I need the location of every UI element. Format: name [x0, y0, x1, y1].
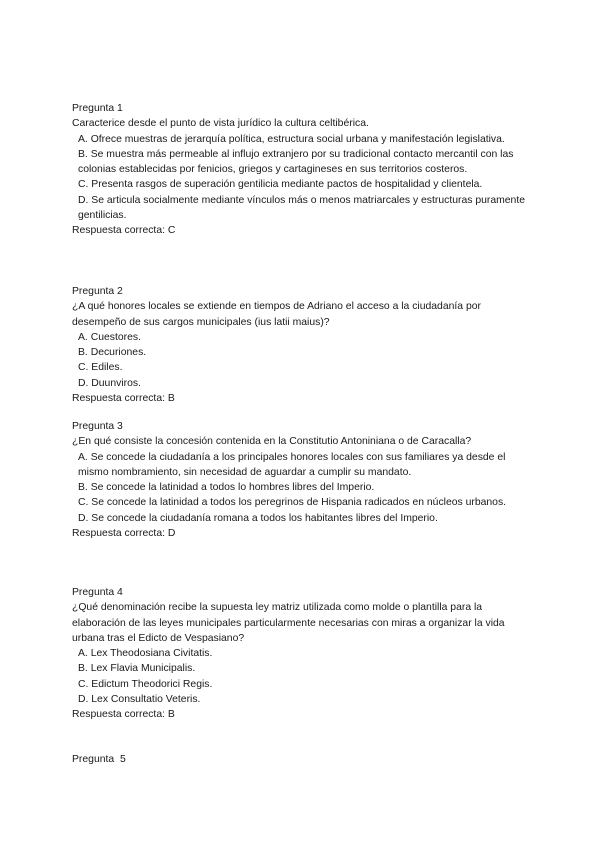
option-d: D. Lex Consultatio Veteris. — [78, 694, 201, 706]
question-5 — [72, 752, 532, 767]
option-d: D. Duunviros. — [78, 377, 141, 389]
option-b: B. Lex Flavia Municipalis. — [78, 663, 196, 675]
question-text: ¿Qué denominación recibe la supuesta ley matriz utilizada como molde o plantilla para la elaboración de las leyes municipales particularmente necesarias con miras a organizar la vida urbana tras el Edicto de Vespasiano? — [72, 602, 505, 644]
question-heading: Pregunta 5 — [72, 754, 126, 765]
option-a: A. Cuestores. — [78, 331, 141, 343]
option-c: C. Presenta rasgos de superación gentilicia mediante pactos de hospitalidad y clientela. — [78, 179, 483, 191]
option-c: C. Se concede la latinidad a todos los peregrinos de Hispania radicados en núcleos urbanos. — [78, 497, 507, 509]
correct-answer: Respuesta correcta: D — [72, 528, 176, 540]
option-d: D. Se concede la ciudadanía romana a todos los habitantes libres del Imperio. — [78, 512, 438, 524]
option-b: B. Se concede la latinidad a todos lo hombres libres del Imperio. — [78, 482, 375, 494]
correct-answer: Respuesta correcta: B — [72, 393, 175, 405]
option-a: A. Lex Theodosiana Civitatis. — [78, 648, 213, 660]
question-text: ¿A qué honores locales se extiende en tiempos de Adriano el acceso a la ciudadanía por desempeño de sus cargos municipales (ius latii maius)? — [72, 301, 481, 328]
question-heading: Pregunta 2 — [72, 286, 123, 297]
option-b: B. Se muestra más permeable al influjo extranjero por su tradicional contacto mercantil con las colonias establecidas por fenicios, griegos y cartagineses en sus territorios costeros. — [78, 148, 514, 176]
option-b: B. Decuriones. — [78, 347, 147, 359]
option-c: C. Edictum Theodorici Regis. — [78, 678, 213, 690]
correct-answer: Respuesta correcta: B — [72, 709, 175, 721]
question-text: Caracterice desde el punto de vista jurídico la cultura celtibérica. — [72, 118, 369, 130]
question-heading: Pregunta 1 — [72, 103, 123, 114]
question-2 — [72, 284, 532, 406]
option-a: A. Ofrece muestras de jerarquía política, estructura social urbana y manifestación legislativa. — [78, 133, 505, 145]
question-1 — [72, 101, 532, 239]
option-d: D. Se articula socialmente mediante vínculos más o menos matriarcales y estructuras puramente gentilicias. — [78, 194, 525, 222]
option-a: A. Se concede la ciudadanía a los principales honores locales con sus familiares ya desde el mismo nombramiento, sin necesidad de aguardar a cumplir su mandato. — [78, 451, 506, 478]
question-4 — [72, 585, 532, 723]
question-heading: Pregunta 4 — [72, 587, 123, 598]
question-3 — [72, 419, 532, 541]
option-c: C. Ediles. — [78, 362, 123, 374]
question-text: ¿En qué consiste la concesión contenida en la Constitutio Antoniniana o de Caracalla? — [72, 436, 472, 448]
correct-answer: Respuesta correcta: C — [72, 225, 176, 237]
question-heading: Pregunta 3 — [72, 421, 123, 432]
